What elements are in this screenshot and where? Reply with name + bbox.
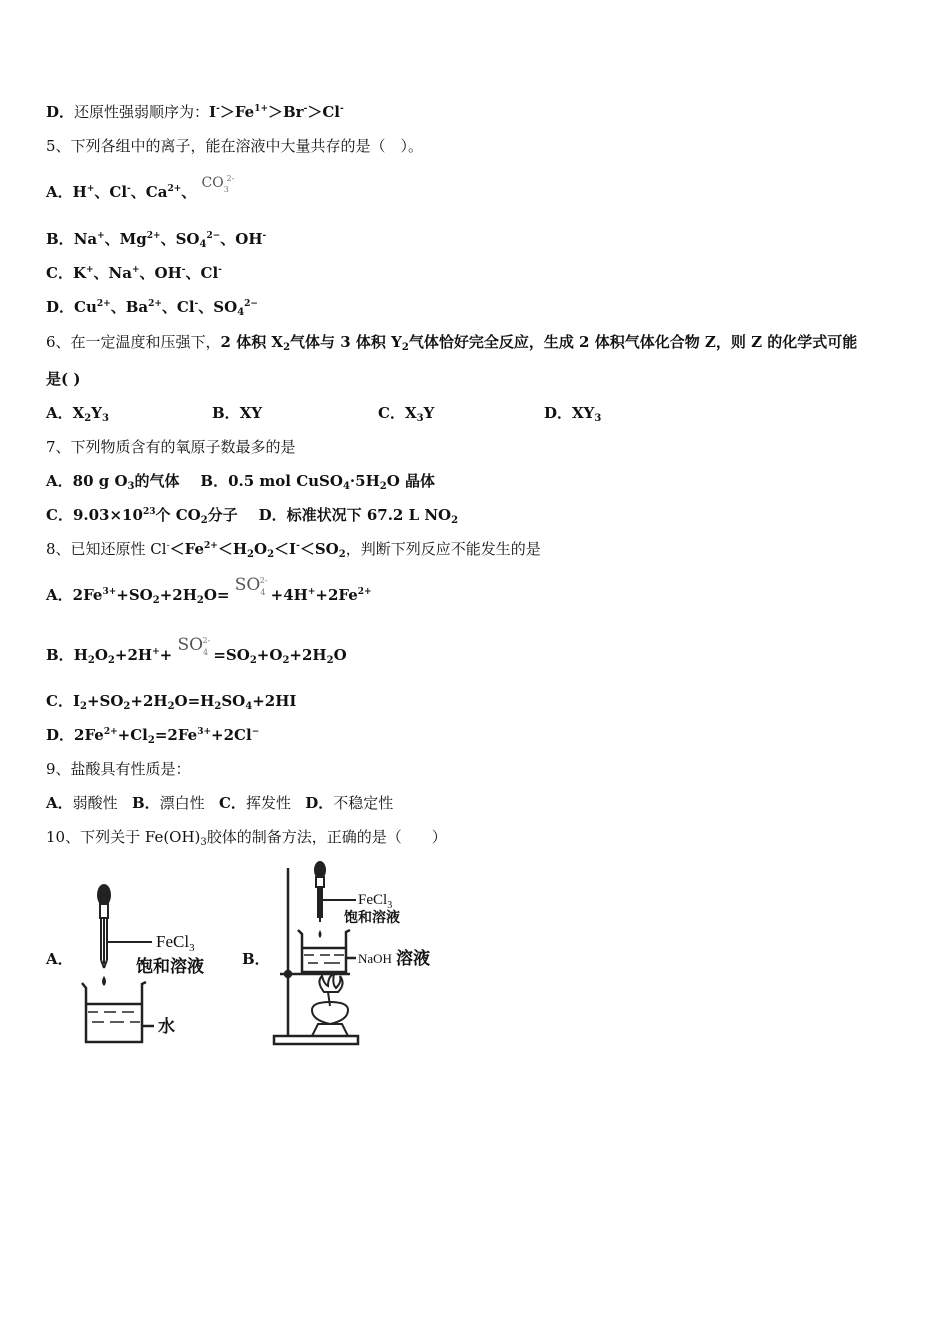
q10-figure-a-label: A．: [46, 950, 73, 968]
q6-option-c: C．$X_3Y$: [378, 404, 435, 424]
q7-options-cd: C．$9.03\times 10^{23}$个 $CO_2$分子 D．标准状况下 67.2 L $NO_2$: [46, 506, 459, 526]
fecl3-label: FeCl$_3$: [156, 932, 195, 954]
q10-stem: 10、下列关于 $Fe(OH)_3$胶体的制备方法，正确的是（ ）: [46, 828, 447, 848]
drop-icon: [102, 976, 106, 986]
q7-stem: 7、下列物质含有的氧原子数最多的是: [46, 438, 296, 456]
beaker-icon: [82, 982, 154, 1042]
option-text: 还原性强弱顺序为：: [74, 103, 210, 121]
q10-figure-b: [268, 860, 448, 1050]
q6-options: [46, 403, 710, 423]
q8-option-c: C．$I_2+SO_2+2H_2O=H_2SO_4+2HI$: [46, 692, 297, 712]
q8-stem: 8、已知还原性 $Cl^-<Fe^{2+}<H_2O_2<I^-<SO_2$，判断下列反应不能发生的是: [46, 540, 541, 560]
q8-option-b: B．$H_2O_2+2H^++ SO_4$ 2- $=SO_2+O_2+2H_2O$: [46, 635, 347, 666]
dropper-icon: [98, 885, 152, 968]
q9-options: A．弱酸性 B．漂白性 C．挥发性 D．不稳定性: [46, 794, 394, 812]
naoh-solution-label: 溶液: [396, 949, 430, 969]
carbonate-ion: $CO_3$ 2-: [201, 174, 235, 194]
q4-option-d: D．还原性强弱顺序为：$I^->Fe^{1+}>Br^->Cl^-$: [46, 103, 344, 121]
q6-option-a: A．$X_2Y_3$: [46, 404, 109, 424]
q10-figure-a: [74, 880, 234, 1050]
q6-stem-line1: 6、在一定温度和压强下，2 体积 $X_2$气体与 3 体积 $Y_2$气体恰好完全反应，生成 2 体积气体化合物 Z，则 Z 的化学式可能: [46, 333, 858, 353]
beaker-icon: [298, 930, 356, 972]
q8-option-d: D．$2Fe^{2+}+Cl_2=2Fe^{3+}+2Cl^-$: [46, 726, 260, 746]
option-letter: D．: [46, 103, 75, 121]
q6-option-d: D．$XY_3$: [544, 404, 602, 424]
alcohol-lamp-icon: [312, 974, 348, 1036]
fecl3-label: FeCl$_3$: [358, 892, 393, 911]
naoh-label: NaOH: [358, 951, 392, 966]
q10-figure-b-label: B．: [242, 950, 270, 968]
sulfate-ion: $SO_4$ 2-: [177, 635, 211, 657]
q6-stem-line2: 是( ): [46, 370, 81, 388]
q9-stem: 9、盐酸具有性质是：: [46, 760, 191, 778]
q5-option-b: B．Na+、$Mg^{2+}$、$SO_4^{2-}$、OH-: [46, 230, 267, 250]
water-label: 水: [158, 1017, 175, 1037]
q8-option-a: A．$2Fe^{3+}+SO_2+2H_2O= SO_4$ 2- $+4H^++2Fe^{2+}$: [46, 575, 372, 606]
drop-icon: [319, 930, 322, 938]
saturated-solution-label: 饱和溶液: [136, 957, 204, 977]
q5-option-a: A．H+、Cl-、$Ca^{2+}$、 $CO_3$ 2-: [46, 174, 235, 201]
q7-options-ab: A．80 g $O_3$的气体 B．0.5 mol $CuSO_4\cdot 5H_2O$ 晶体: [46, 472, 436, 492]
saturated-solution-label: 饱和溶液: [344, 910, 400, 926]
q5-stem: 5、下列各组中的离子，能在溶液中大量共存的是（ ）。: [46, 137, 424, 155]
q5-option-d: D．$Cu^{2+}$、$Ba^{2+}$、Cl-、$SO_4^{2-}$: [46, 298, 258, 318]
q5-option-c: C．K+、Na+、OH-、Cl-: [46, 264, 222, 282]
sulfate-ion: $SO_4$ 2-: [234, 575, 268, 597]
q6-option-b: B．XY: [212, 404, 263, 422]
